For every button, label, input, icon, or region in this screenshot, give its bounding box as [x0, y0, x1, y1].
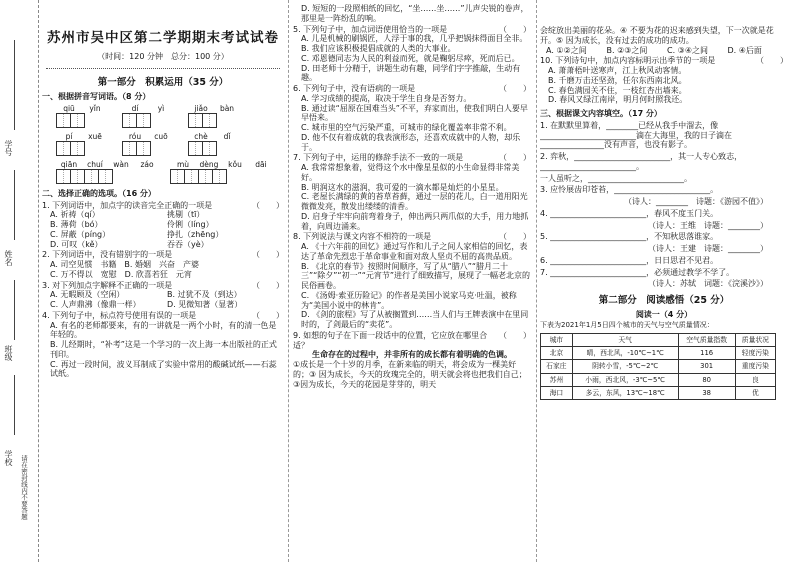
answer-box[interactable]	[98, 169, 113, 184]
option[interactable]: A. 司空见惯 书籍 B. 婚姻 兴奋 产婆	[50, 260, 199, 270]
pinyin: yǐn	[89, 103, 101, 113]
question-stem: 8. 下列说法与课文内容不相符的一项是	[293, 232, 432, 242]
weather-table	[540, 333, 776, 400]
pinyin: dèng	[199, 159, 219, 169]
column-1	[42, 0, 284, 562]
fill-item[interactable]: 7. ________________________，必须通过教学不学了。	[540, 267, 735, 277]
table-cell: 多云，东风，13℃~18℃	[572, 386, 678, 399]
section-fill: 三、根据课文内容填空。（17 分）	[540, 109, 662, 118]
quoted-sentence: 生命存在的过程中，并非所有的成长都有着明确的色调。	[312, 350, 512, 360]
pinyin-block	[188, 132, 240, 156]
answer-box[interactable]	[122, 113, 137, 128]
option[interactable]: D. 《剑的旅程》写了从被搁置到……当人们与王牌表演中在里同时的，了剑最后的“卖花”。	[301, 310, 529, 329]
fill-item[interactable]: 4. ________________________，春风不度玉门关。	[540, 208, 719, 218]
binding-strip	[0, 0, 39, 562]
q9-options	[540, 46, 788, 56]
option[interactable]: A. 儿是机械的刷锅匠，人浮于事的我，几乎把锅抹得面目全非。	[301, 34, 528, 44]
question-stem: 3. 对下列加点字解释不正确的一项是	[42, 280, 173, 290]
binding-line	[14, 40, 15, 130]
table-cell: 38	[678, 386, 735, 399]
question-stem: 7. 下列句子中，运用的修辞手法不一致的一项是	[293, 153, 464, 163]
option[interactable]: D. 启身子牢牢向前弯着身子，伸出两只两爪似的大手，用力地抓着，向周边涌来。	[301, 211, 529, 231]
table-cell: 轻度污染	[735, 347, 775, 360]
answer-paren[interactable]: （ ）	[252, 310, 284, 320]
answer-paren[interactable]: （ ）	[252, 200, 284, 210]
question-stem: 2. 下列词语中，没有错别字的一项是	[42, 250, 173, 260]
option[interactable]: D. 见微知著（显著）	[167, 300, 243, 310]
pinyin: pí	[65, 131, 73, 141]
pinyin-block	[56, 160, 160, 184]
option[interactable]: C. ③④之间	[667, 45, 709, 55]
table-row	[541, 373, 776, 386]
answer-box[interactable]	[202, 113, 217, 128]
pinyin: qiū	[63, 103, 75, 113]
pinyin: dǐ	[223, 131, 231, 141]
option[interactable]: B. 《北京的春节》按照时间顺序，写了从“腊八”“腊月二十三”“除夕”“初一”“元宵节”进行了细致描写，展现了一幅老北京的民俗画卷。	[301, 261, 531, 290]
option: 挣扎（zhēng）	[167, 229, 224, 239]
table-cell: 80	[678, 373, 735, 386]
binding-line	[14, 170, 15, 240]
table-header: 城市	[541, 333, 573, 346]
column-divider	[288, 0, 289, 562]
pinyin-row	[56, 160, 284, 184]
question-stem: 4. 下列句子中，标点符号使用有误的一项是	[42, 310, 197, 320]
pinyin: róu	[128, 131, 142, 141]
pinyin-block	[188, 104, 240, 128]
fill-item[interactable]: 6. ________________________，日日思君不见君。	[540, 255, 719, 265]
answer-paren[interactable]: （ ）	[252, 280, 284, 290]
binding-line	[14, 375, 15, 435]
fill-source[interactable]: （诗人：王建 诗题：________）	[648, 244, 768, 253]
pinyin-block	[56, 104, 108, 128]
pinyin-block	[170, 160, 274, 184]
binding-label-name: 姓名	[4, 250, 13, 266]
answer-box[interactable]	[56, 113, 71, 128]
question-9	[293, 331, 531, 390]
column-3	[540, 26, 788, 588]
option[interactable]: A. 我常常想象着，觉得这个水中像星星似的小生命显得非常美好。	[301, 163, 520, 182]
question-1	[42, 201, 284, 250]
answer-paren[interactable]: （ ）	[499, 232, 531, 242]
section-choice: 二、选择正确的选项。（16 分）	[42, 188, 156, 198]
answer-paren[interactable]: （ ）	[499, 153, 531, 163]
option[interactable]: A. 无暇顾及（空闲）	[50, 290, 125, 300]
part1-title: 第一部分 积累运用（35 分）	[97, 77, 229, 89]
table-cell: 海口	[541, 386, 573, 399]
pinyin: xuē	[88, 131, 102, 141]
option[interactable]: C. 人声鼎沸（像鼎一样）	[50, 300, 141, 310]
answer-box[interactable]	[84, 169, 99, 184]
divider	[46, 68, 280, 69]
binding-label-class: 班级	[4, 345, 13, 361]
fill-item[interactable]: 一人虽听之，________________________。	[540, 173, 692, 183]
option[interactable]: C. 《汤姆·索亚历险记》的作者是美国小说家马克·吐温，被称为“美国小说中的林肯”。	[301, 290, 517, 310]
answer-box[interactable]	[136, 141, 151, 156]
option[interactable]: A. 祈祷（qí）	[50, 210, 100, 220]
binding-label-id: 学号	[4, 140, 13, 156]
table-cell: 小雨，西北风，-3℃~5℃	[572, 373, 678, 386]
option[interactable]: C. 再过一段时间，波义耳制成了实验中常用的酸碱试纸——石蕊试纸。	[50, 359, 277, 379]
option[interactable]: A. ①②之间	[546, 45, 587, 55]
question-5	[293, 25, 531, 84]
answer-box[interactable]	[56, 169, 71, 184]
table-cell: 116	[678, 347, 735, 360]
answer-box[interactable]	[170, 169, 185, 184]
answer-box[interactable]	[188, 141, 203, 156]
fill-item[interactable]: 2. 弈秋，________________________，其一人专心致志，________________________。	[540, 152, 743, 171]
option[interactable]: B. 薄荷（bó）	[50, 220, 103, 230]
table-cell: 晴，西北风，-10℃~1℃	[572, 347, 678, 360]
option[interactable]: B. 千磨万击还坚劲，任尔东西南北风。	[548, 75, 687, 85]
table-header: 天气	[572, 333, 678, 346]
answer-box[interactable]	[70, 113, 85, 128]
option[interactable]: C. 城市里的空气污染严重，可城市的绿化覆盖率非常不利。	[301, 123, 512, 132]
option[interactable]: B. 儿经期时，“补考”这是一个学习的一次上海一本出版社的正式刊印。	[50, 340, 277, 359]
option[interactable]: A. 学习成绩的提高，取决于学生自身是否努力。	[301, 93, 472, 103]
table-header-row	[541, 333, 776, 346]
answer-box[interactable]	[136, 113, 151, 128]
table-intro: 下表为2021年1月5日四个城市的天气与空气质量情况：	[540, 321, 714, 330]
answer-paren[interactable]: （ ）	[252, 250, 284, 260]
option[interactable]: C. 屏蔽（píng）	[50, 229, 111, 239]
option[interactable]: B. 过犹不及（到达）	[167, 290, 242, 300]
question-stem: 6. 下列句子中，没有语病的一项是	[293, 84, 416, 93]
pinyin: dí	[131, 103, 139, 113]
option[interactable]: A. 《十六年前的回忆》通过写作和儿子之间人家相信的回忆，表达了革命先烈忠于革命事业和面对敌人坚贞不屈的高贵品质。	[301, 242, 528, 261]
table-row	[541, 360, 776, 373]
pinyin: dāi	[255, 159, 267, 169]
option[interactable]: D. 田老师十分精于，讲题生动有趣，同学们字字推敲，生动有趣。	[301, 63, 521, 83]
table-row	[541, 386, 776, 399]
pinyin-row	[56, 104, 284, 128]
pinyin: mù	[176, 159, 190, 169]
option[interactable]: D. 短短的一段照相纸的回忆，“坐……坐……”儿声尖锐的卷声，那里是一阵纷乱的响。	[301, 4, 529, 23]
question-2	[42, 250, 284, 279]
answer-paren[interactable]: （ ）	[756, 56, 788, 66]
option[interactable]: C. 老屋长满绿的黄的苔草苔藓，通过一层的花儿，白一道用阳光微微发亮，散发出缕缕的清香。	[301, 192, 528, 211]
part2-title: 第二部分 阅读感悟（25 分）	[598, 295, 730, 306]
fill-source[interactable]: （诗人：王维 诗题：________）	[648, 220, 768, 230]
question-stem: 9. 如想的句子在下面一段话中的位置，它应放在哪里合适？	[293, 330, 488, 350]
answer-box[interactable]	[188, 113, 203, 128]
table-cell: 阴转小雪，-5℃~2℃	[572, 360, 678, 373]
exam-title: 苏州市吴中区第二学期期末考试试卷	[47, 30, 279, 46]
pinyin-block	[122, 104, 174, 128]
question-stem: 5. 下列句子中，加点词语使用恰当的一项是	[293, 24, 448, 34]
answer-box[interactable]	[122, 141, 137, 156]
question-8	[293, 232, 531, 330]
passage-text: ①成长是一个十岁的月季，在新来临的明天，将会成为一棵美好的；③ 因为成长，今天的玫瑰完全的，明天就会将也把我们自己；③因为成长，今天的花园是芽芽的，明天	[293, 360, 527, 389]
answer-box[interactable]	[70, 141, 85, 156]
option[interactable]: C. 万不得以 宽慰 D. 欣喜若狂 元宵	[50, 269, 192, 279]
answer-box[interactable]	[56, 141, 71, 156]
question-10	[540, 56, 788, 105]
pinyin: yì	[157, 103, 165, 113]
table-cell: 301	[678, 360, 735, 373]
option[interactable]: B. 我们应该积极提倡成就的人类的大事业。	[301, 44, 456, 53]
question-7	[293, 153, 531, 231]
table-header: 空气质量指数	[678, 333, 735, 346]
option: 吞吞（yè）	[167, 239, 209, 249]
pinyin: chuí	[87, 159, 103, 169]
question-6	[293, 84, 531, 152]
fill-source: （诗人：苏轼 词题：《浣溪沙》）	[648, 279, 768, 289]
binding-line	[14, 280, 15, 340]
table-cell: 北京	[541, 347, 573, 360]
fill-item[interactable]: 3. 应怜展齿印苍苔，________________________。	[540, 185, 719, 195]
column-2	[293, 4, 531, 566]
pinyin: chè	[194, 131, 208, 141]
option[interactable]: D. ④后面	[727, 45, 762, 55]
option[interactable]: B. ②③之间	[606, 45, 648, 55]
option[interactable]: A. 萧萧梧叶送寒声，江上秋风动客情。	[548, 66, 687, 75]
table-cell: 良	[735, 373, 775, 386]
answer-box[interactable]	[184, 169, 199, 184]
option[interactable]: A. 有名的老师都要来，有的一讲就是一两个小时，有的清一色是年轻的。	[50, 320, 277, 340]
option: 挑剔（tī）	[167, 210, 205, 220]
answer-paren[interactable]: （ ）	[499, 330, 531, 340]
answer-box[interactable]	[202, 141, 217, 156]
pinyin-block	[56, 132, 108, 156]
fill-source[interactable]: （诗人：________ 诗题：《游园不值》）	[624, 197, 768, 206]
section-pinyin: 一、根据拼音写词语。（8 分）	[42, 91, 151, 101]
question-3	[42, 281, 284, 310]
answer-paren[interactable]: （ ）	[499, 84, 531, 93]
option: 伶俐（líng）	[167, 220, 214, 230]
answer-paren[interactable]: （ ）	[499, 24, 531, 34]
option[interactable]: C. 春色满园关不住，一枝红杏出墙来。	[548, 85, 687, 95]
pinyin-row	[56, 132, 284, 156]
pinyin: qiān	[60, 159, 78, 169]
pinyin: záo	[140, 159, 154, 169]
option[interactable]: D. 可叹（kě）	[50, 239, 103, 249]
passage-text: 会绽放出美丽的花朵。④ 不要为花的迟来感到失望，下一次就是花开。⑤ 因为成长，没有过去的成功的成功。	[540, 26, 774, 45]
answer-box[interactable]	[212, 169, 227, 184]
pinyin-block	[122, 132, 174, 156]
binding-label-school: 学校	[4, 450, 13, 466]
option[interactable]: C. 邓恩德同志为人民的利益而死，就是鞠躬尽瘁，死而后已。	[301, 53, 520, 63]
fill-item[interactable]: 5. ________________________，不知秋思落谁家。	[540, 232, 719, 242]
pinyin: bàn	[219, 103, 235, 113]
option[interactable]: B. 通过读“屈原在国难当头”不平，弃家而出，使我们明白人要早早悟来。	[301, 103, 528, 123]
column-divider	[536, 0, 537, 562]
option[interactable]: B. 明润这水的滋润，我可爱的一滴水都是灿烂的小星星。	[301, 182, 504, 192]
question-stem: 1. 下列词语中，加点字的读音完全正确的一项是	[42, 200, 213, 210]
question-4	[42, 311, 284, 379]
pinyin: kǒu	[228, 159, 242, 169]
pinyin: jiǎo	[194, 103, 208, 113]
question-stem: 10. 下列诗句中，加点内容标明示出季节的一项是	[540, 56, 716, 66]
pinyin: wàn	[113, 159, 129, 169]
reading-title: 阅读一（4 分）	[635, 309, 693, 319]
table-cell: 苏州	[541, 373, 573, 386]
table-cell: 石家庄	[541, 360, 573, 373]
table-row	[541, 347, 776, 360]
pinyin: cuō	[154, 131, 168, 141]
table-cell: 重度污染	[735, 360, 775, 373]
option[interactable]: D. 他不仅有着成就的我表演形态，还喜欢成就中的人物，却乐于。	[301, 132, 521, 152]
exam-meta: （时间：120 分钟 总分：100 分）	[97, 52, 229, 62]
answer-box[interactable]	[70, 169, 85, 184]
answer-box[interactable]	[198, 169, 213, 184]
table-cell: 优	[735, 386, 775, 399]
binding-note: 请在密封线内不要答题	[20, 455, 28, 520]
table-header: 质量状况	[735, 333, 775, 346]
fill-item[interactable]: 1. 在默默里算着，________已经从我手中溜去，像________________________滴在大海里，我的日子滴在________________没有声音，也没有影子。	[540, 120, 732, 150]
option[interactable]: D. 春风又绿江南岸，明月何时照我还。	[548, 95, 688, 105]
